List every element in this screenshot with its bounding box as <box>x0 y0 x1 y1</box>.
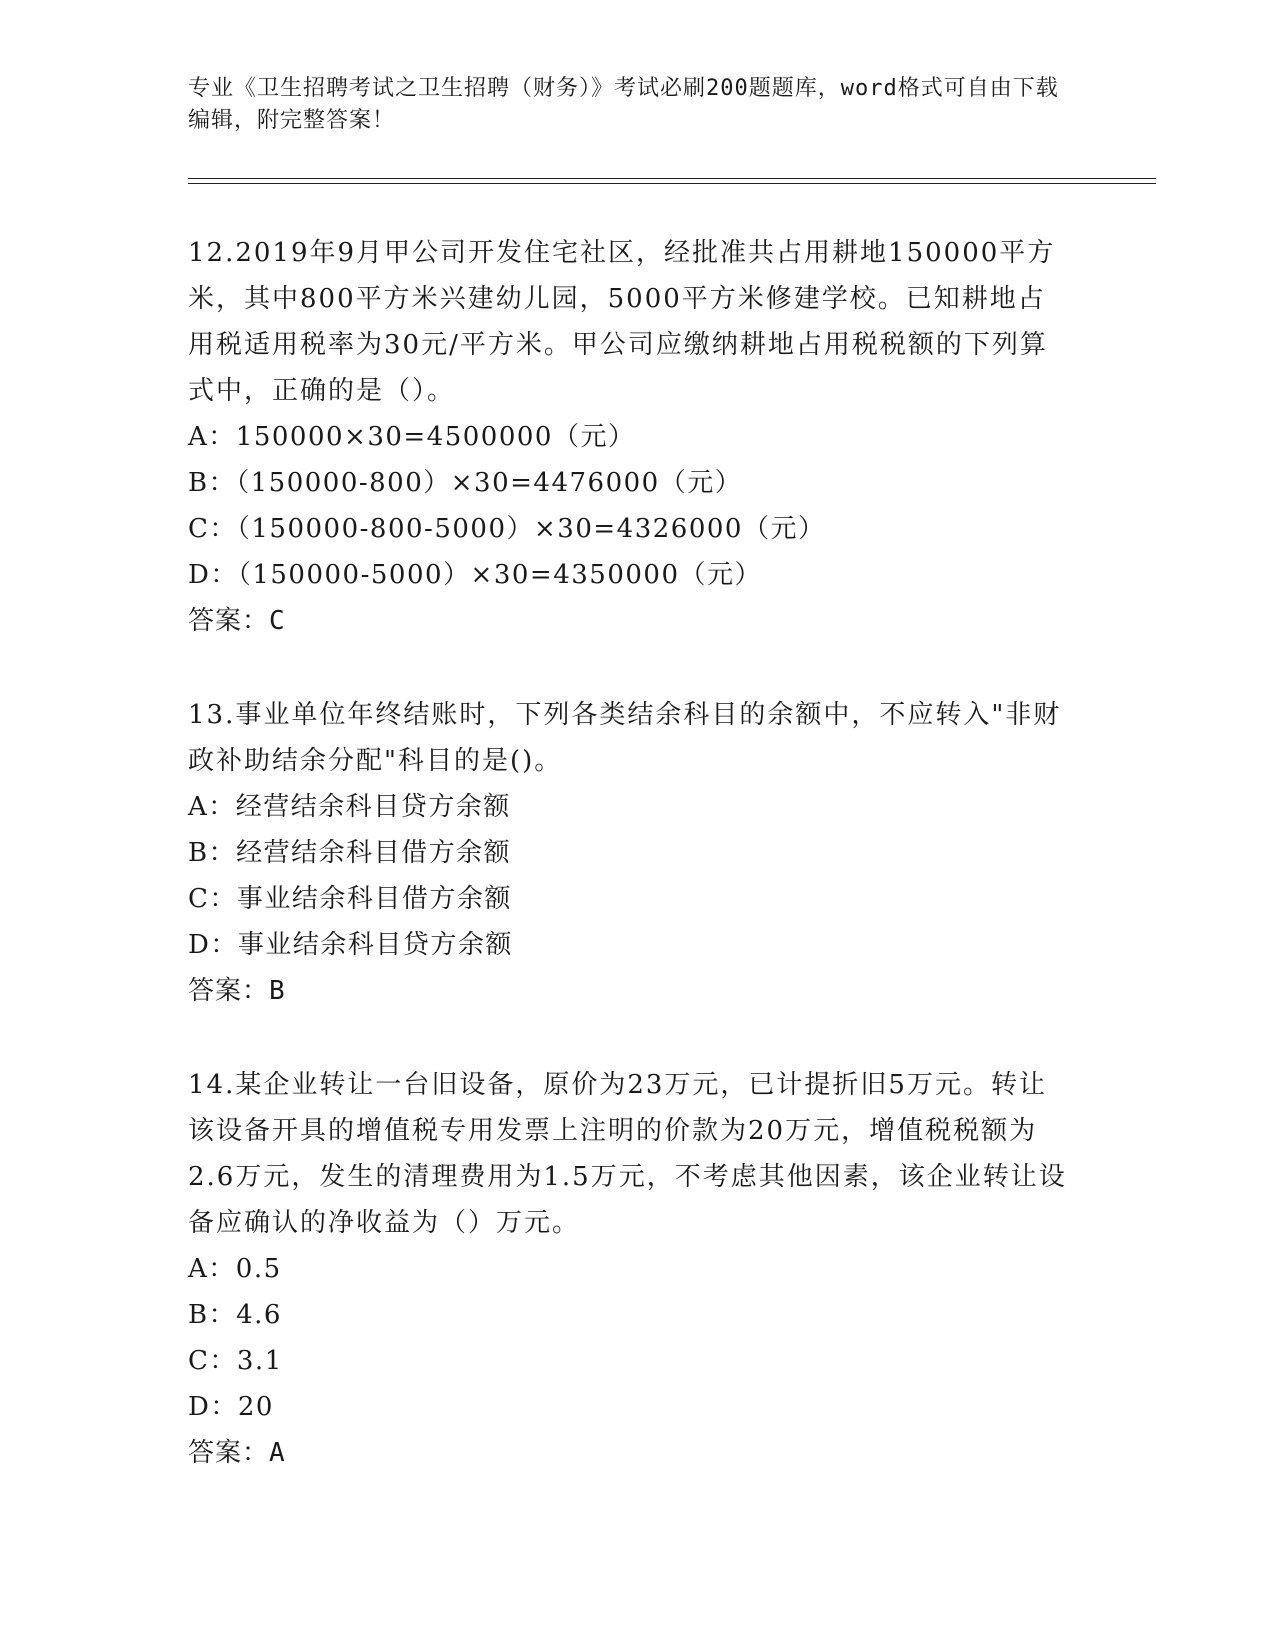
question-14 <box>188 1062 1068 1476</box>
answer-line: 答案：A <box>188 1438 286 1468</box>
option-d: D：事业结余科目贷方余额 <box>188 930 513 960</box>
question-stem: 14.某企业转让一台旧设备，原价为23万元，已计提折旧5万元。转让该设备开具的增值税专用发票上注明的价款为20万元，增值税税额为2.6万元，发生的清理费用为1.5万元，不考虑其他因素，该企业转让设备应确认的净收益为（）万元。 <box>188 1070 1067 1238</box>
question-12 <box>188 230 1068 644</box>
option-b: B：经营结余科目借方余额 <box>188 838 512 868</box>
document-header: 专业《卫生招聘考试之卫生招聘（财务）》考试必刷200题题库，word格式可自由下载编辑，附完整答案！ <box>188 76 1059 133</box>
option-a: A：经营结余科目贷方余额 <box>188 792 511 822</box>
header-divider-top <box>188 178 1156 179</box>
answer-line: 答案：C <box>188 606 286 636</box>
option-b: B：4.6 <box>188 1300 282 1330</box>
question-stem: 13.事业单位年终结账时，下列各类结余科目的余额中，不应转入"非财政补助结余分配"科目的是()。 <box>188 700 1062 776</box>
answer-line: 答案：B <box>188 976 286 1006</box>
header-divider-bottom <box>188 183 1156 184</box>
option-c: C：3.1 <box>188 1346 283 1376</box>
option-b: B：（150000-800）×30=4476000（元） <box>188 468 743 498</box>
option-a: A：0.5 <box>188 1254 282 1284</box>
option-d: D：20 <box>188 1392 274 1422</box>
option-d: D：（150000-5000）×30=4350000（元） <box>188 560 762 590</box>
option-a: A：150000×30=4500000（元） <box>188 422 636 452</box>
option-c: C：（150000-800-5000）×30=4326000（元） <box>188 514 826 544</box>
question-stem: 12.2019年9月甲公司开发住宅社区，经批准共占用耕地150000平方米，其中800平方米兴建幼儿园，5000平方米修建学校。已知耕地占用税适用税率为30元/平方米。甲公司应缴纳耕地占用税税额的下列算式中，正确的是（）。 <box>188 238 1056 406</box>
question-13 <box>188 692 1068 1014</box>
option-c: C：事业结余科目借方余额 <box>188 884 512 914</box>
